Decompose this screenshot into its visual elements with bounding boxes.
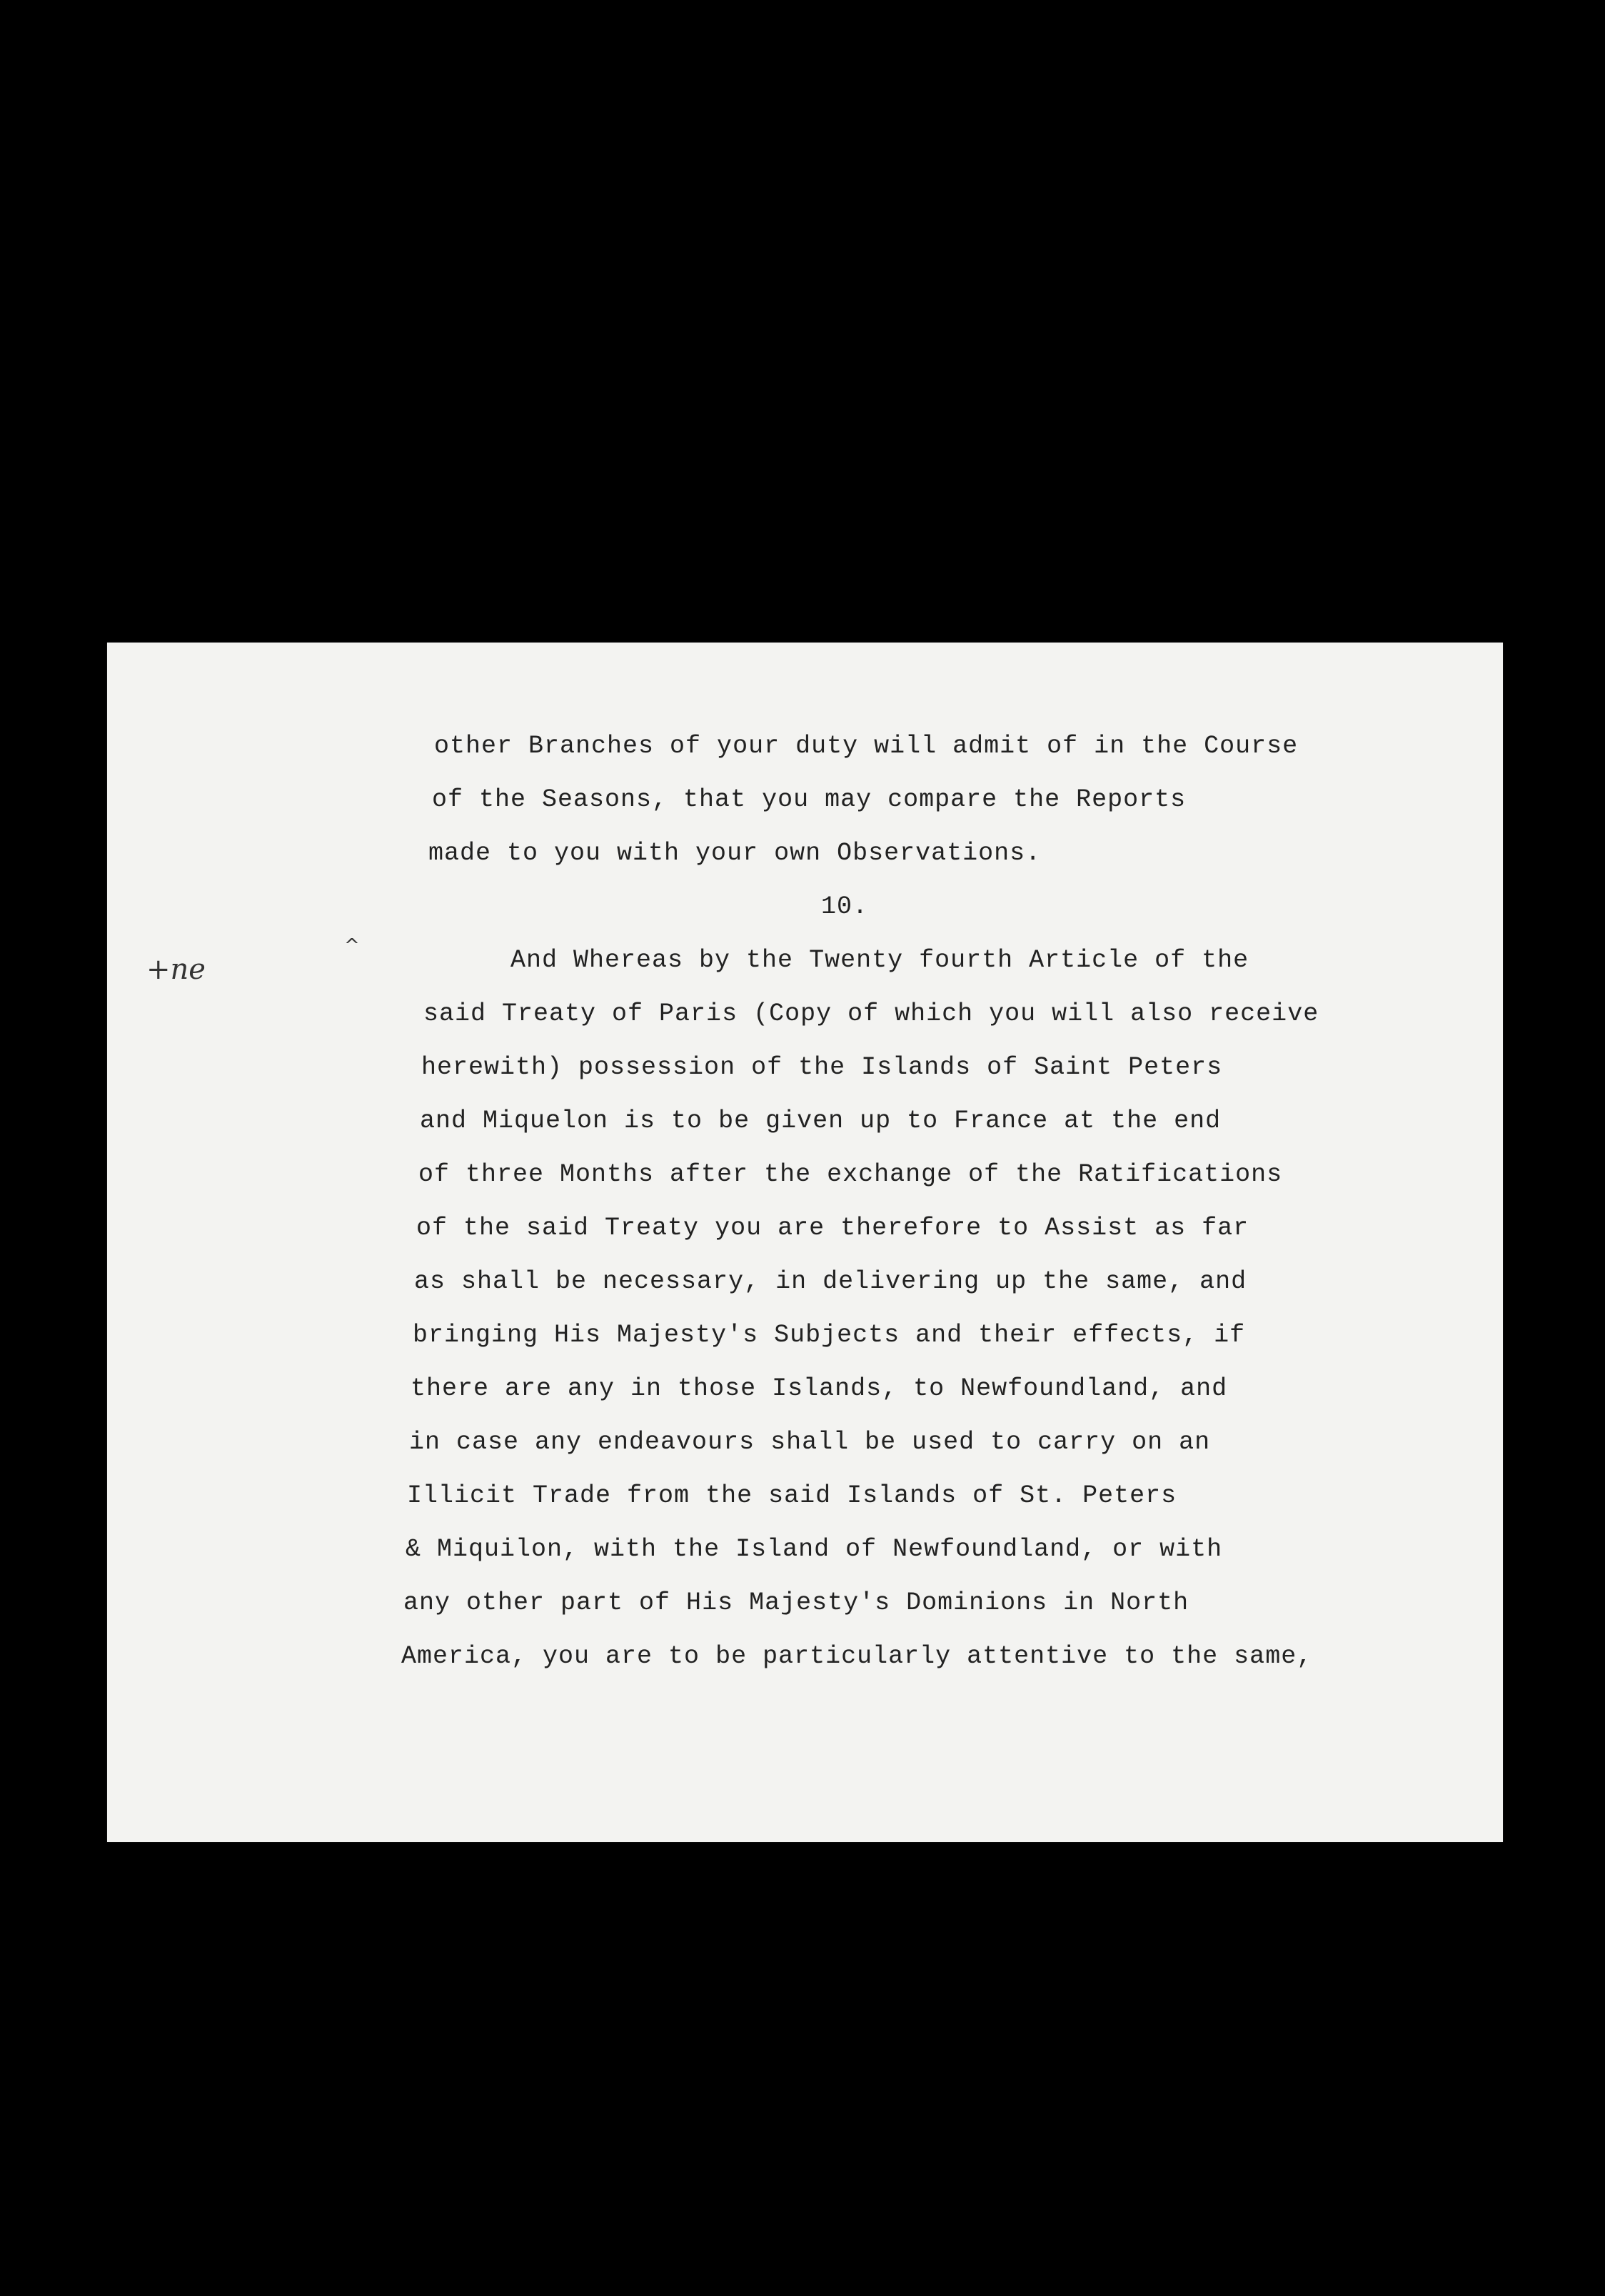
- text-line: made to you with your own Observations.: [428, 839, 1042, 867]
- text-line: any other part of His Majesty's Dominions in North: [403, 1588, 1189, 1617]
- text-line: & Miquilon, with the Island of Newfoundland, or with: [406, 1535, 1223, 1564]
- text-line: of the Seasons, that you may compare the Reports: [432, 785, 1187, 814]
- text-line: other Branches of your duty will admit of in the Course: [434, 732, 1299, 760]
- text-line: bringing His Majesty's Subjects and their effects, if: [413, 1321, 1246, 1349]
- text-line: Illicit Trade from the said Islands of St. Peters: [407, 1481, 1177, 1510]
- text-line: of the said Treaty you are therefore to Assist as far: [416, 1214, 1249, 1242]
- text-line: of three Months after the exchange of the Ratifications: [418, 1160, 1283, 1189]
- section-number: 10.: [821, 892, 869, 921]
- text-line: as shall be necessary, in delivering up the same, and: [414, 1267, 1247, 1296]
- handwritten-margin-note: +ne: [146, 953, 206, 986]
- text-line: herewith) possession of the Islands of Saint Peters: [421, 1053, 1223, 1082]
- document-page: [107, 643, 1503, 1842]
- text-line: in case any endeavours shall be used to carry on an: [409, 1428, 1211, 1456]
- text-line: said Treaty of Paris (Copy of which you will also receive: [423, 1000, 1319, 1028]
- text-line: And Whereas by the Twenty fourth Article of the: [510, 946, 1249, 975]
- text-line: America, you are to be particularly attentive to the same,: [401, 1642, 1313, 1671]
- text-line: and Miquelon is to be given up to France at the end: [420, 1107, 1222, 1135]
- handwritten-correction-mark: ^: [344, 935, 360, 957]
- text-line: there are any in those Islands, to Newfoundland, and: [411, 1374, 1228, 1403]
